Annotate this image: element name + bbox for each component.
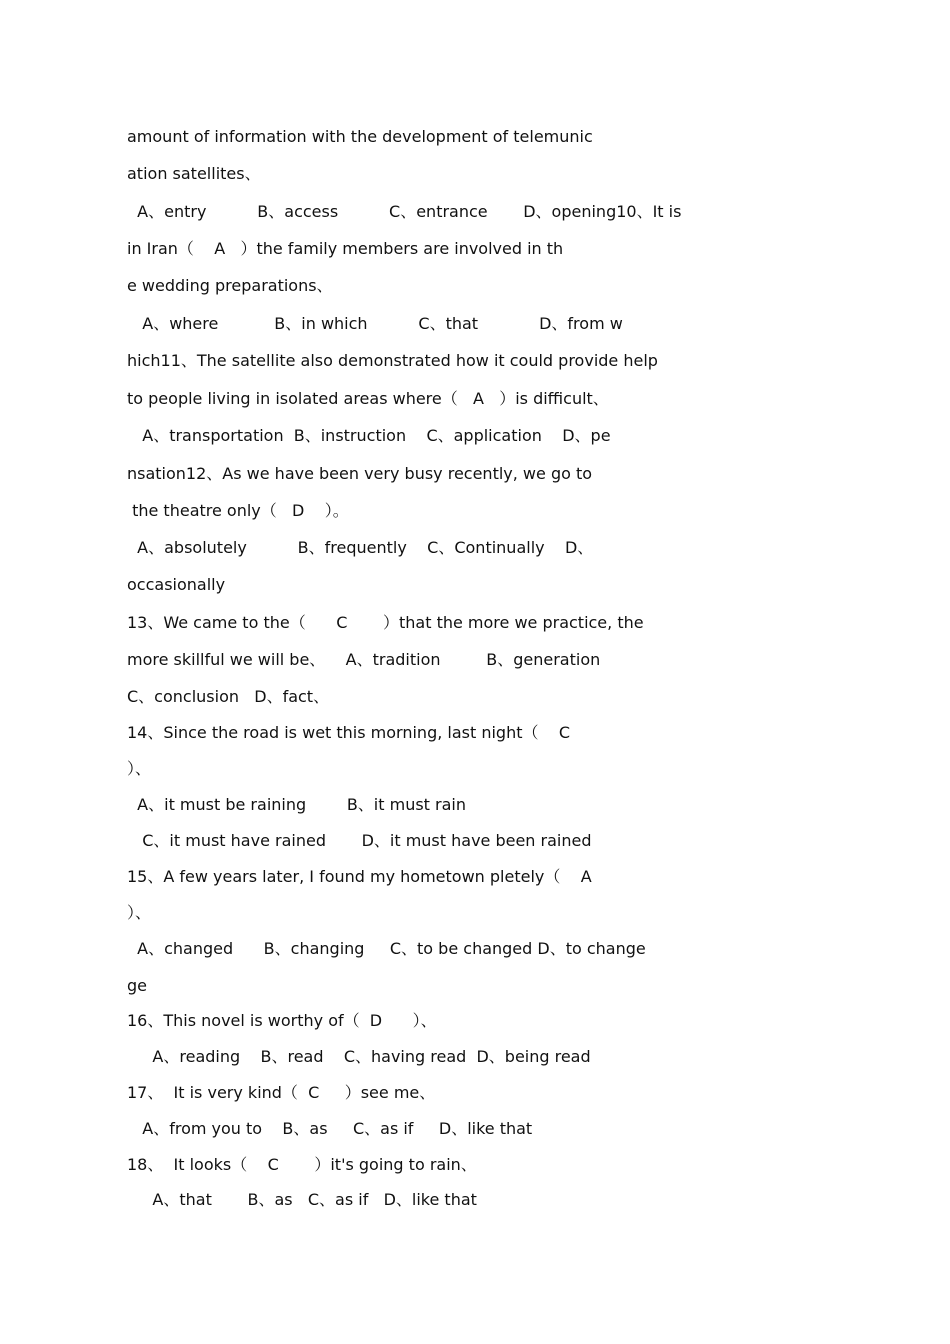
text-line: more skillful we will be、 A、tradition B、generation: [127, 650, 601, 669]
text-line: amount of information with the development of telemunic: [127, 127, 593, 146]
text-line: A、entry B、access C、entrance D、opening10、It is: [127, 202, 682, 221]
text-line: A、absolutely B、frequently C、Continually D、: [127, 538, 594, 557]
text-line: 16、This novel is worthy of（ D ）、: [127, 1011, 437, 1030]
text-line: A、that B、as C、as if D、like that: [127, 1190, 477, 1209]
text-line: A、changed B、changing C、to be changed D、to change: [127, 939, 646, 958]
text-line: ）、: [127, 903, 152, 922]
text-line: 14、Since the road is wet this morning, last night（ C: [127, 723, 571, 742]
text-line: ）、: [127, 759, 152, 778]
text-line: e wedding preparations、: [127, 276, 333, 295]
text-line: in Iran（ A ）the family members are involved in th: [127, 239, 564, 258]
text-line: A、transportation B、instruction C、application D、pe: [127, 426, 611, 445]
text-line: 15、A few years later, I found my hometown pletely（ A: [127, 867, 592, 886]
text-line: ation satellites、: [127, 164, 261, 183]
text-line: A、reading B、read C、having read D、being read: [127, 1047, 591, 1066]
text-line: the theatre only（ D ）。: [127, 501, 349, 520]
text-line: C、conclusion D、fact、: [127, 687, 330, 706]
text-line: 13、We came to the（ C ）that the more we practice, the: [127, 613, 644, 632]
text-line: C、it must have rained D、it must have been rained: [127, 831, 592, 850]
text-line: occasionally: [127, 575, 226, 594]
text-line: A、it must be raining B、it must rain: [127, 795, 467, 814]
text-line: ge: [127, 976, 147, 995]
text-line: nsation12、As we have been very busy recently, we go to: [127, 464, 593, 483]
text-line: A、from you to B、as C、as if D、like that: [127, 1119, 533, 1138]
text-line: to people living in isolated areas where（ A ）is difficult、: [127, 389, 609, 408]
text-line: 17、 It is very kind（ C ）see me、: [127, 1083, 436, 1102]
text-line: A、where B、in which C、that D、from w: [127, 314, 623, 333]
text-line: hich11、The satellite also demonstrated how it could provide help: [127, 351, 658, 370]
text-line: 18、 It looks（ C ）it's going to rain、: [127, 1155, 477, 1174]
